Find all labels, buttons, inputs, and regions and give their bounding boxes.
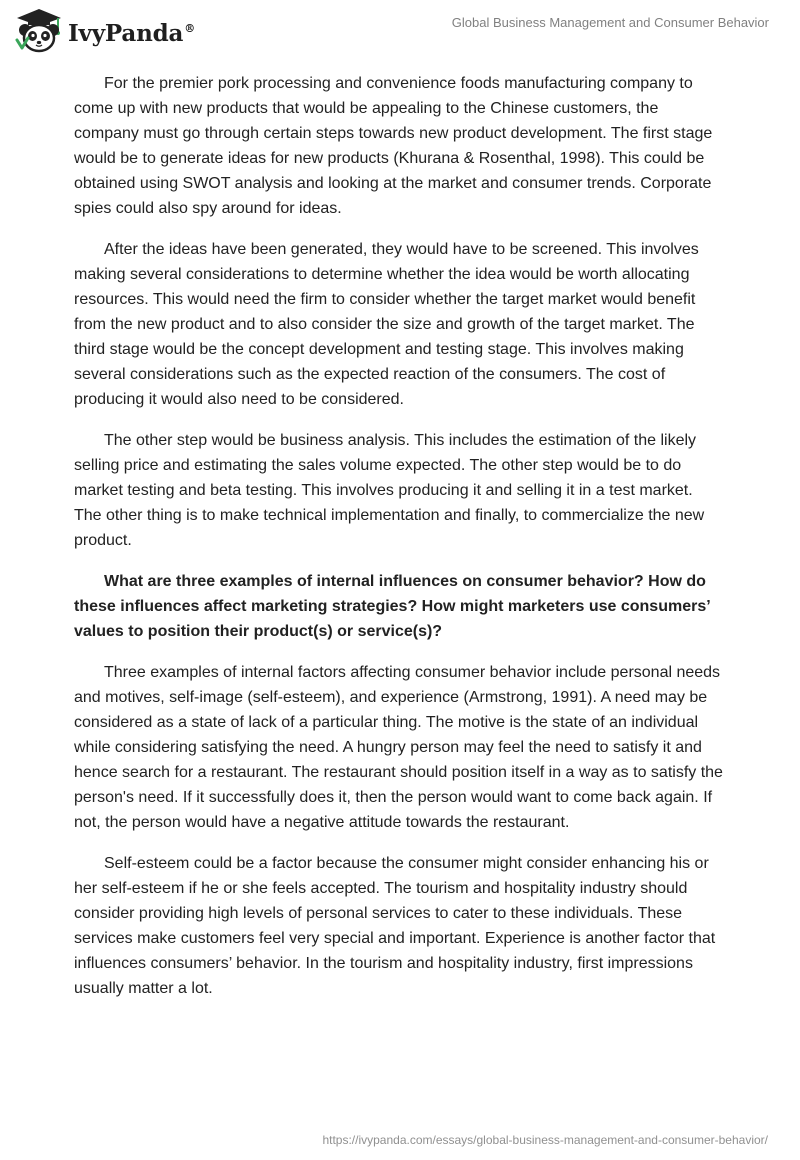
paragraph: For the premier pork processing and convenience foods manufacturing company to come up with new products that would be appealing to the Chinese customers, the company must go through certain steps towards new product development. The first stage would be to generate ideas for new products (Khurana & Rosenthal, 1998). This could be obtained using SWOT analysis and looking at the market and consumer trends. Corporate spies could also spy around for ideas. xyxy=(74,75,713,217)
registered-mark: ® xyxy=(184,21,195,35)
paragraph: Self-esteem could be a factor because the consumer might consider enhancing his or her self-esteem if he or she feels accepted. The tourism and hospitality industry should consider providing high levels of personal services to cater to these individuals. These services make customers feel very special and important. Experience is another factor that influences consumers’ behavior. In the tourism and hospitality industry, first impressions usually matter a lot. xyxy=(74,855,716,997)
question-heading: What are three examples of internal influences on consumer behavior? How do these influences affect marketing strategies? How might marketers use consumers’ values to position their product(s) or service(s)? xyxy=(74,573,710,640)
paragraph: After the ideas have been generated, they would have to be screened. This involves making several considerations to determine whether the idea would be worth allocating resources. This would need the firm to consider whether the target market would benefit from the new product and to also consider the size and growth of the target market. The third stage would be the concept development and testing stage. This involves making several considerations such as the expected reaction of the consumers. The cost of producing it would also need to be considered. xyxy=(74,241,699,408)
page-header xyxy=(0,0,800,60)
essay-content xyxy=(74,71,724,1017)
paragraph: The other step would be business analysis. This includes the estimation of the likely selling price and estimating the sales volume expected. The other step would be to do market testing and beta testing. This involves producing it and selling it in a test market. The other thing is to make technical implementation and finally, to commercialize the new product. xyxy=(74,432,705,549)
document-title: Global Business Management and Consumer Behavior xyxy=(451,15,769,30)
paragraph: Three examples of internal factors affecting consumer behavior include personal needs and motives, self-image (self-esteem), and experience (Armstrong, 1991). A need may be considered as a state of lack of a particular thing. The motive is the state of an individual while considering satisfying the need. A hungry person may feel the need to satisfy it and hence search for a restaurant. The restaurant should position itself in a way as to satisfy the person's need. If it successfully does it, then the person would want to come back again. If not, the person would have a negative attitude towards the restaurant. xyxy=(74,664,723,831)
site-logo[interactable] xyxy=(14,8,195,54)
source-url[interactable]: https://ivypanda.com/essays/global-business-management-and-consumer-behavior/ xyxy=(322,1133,768,1147)
panda-graduate-icon xyxy=(14,8,64,54)
brand-name: IvyPanda® xyxy=(68,19,195,47)
